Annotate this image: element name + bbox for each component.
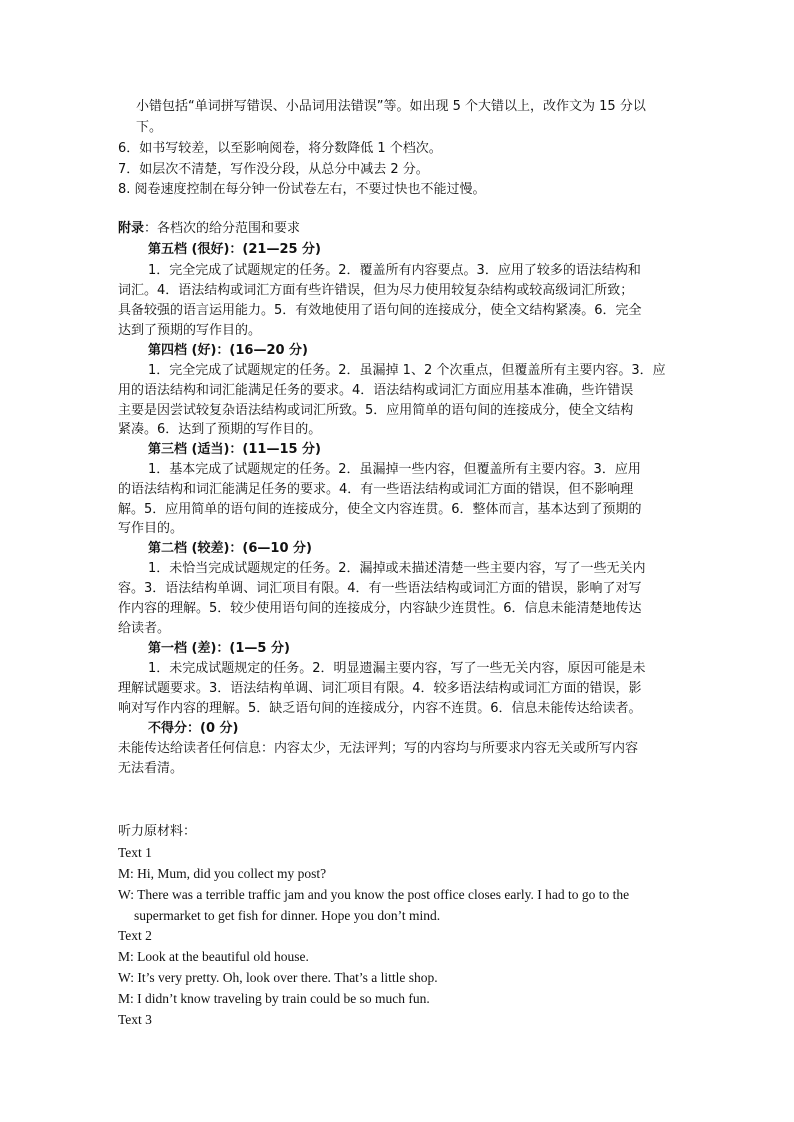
listening-line: M: I didn’t know traveling by train could be so much fun.	[118, 991, 430, 1006]
level-text-line: 1．完全完成了试题规定的任务。2．覆盖所有内容要点。3．应用了较多的语法结构和	[148, 263, 641, 278]
level-text-line: 解。5．应用简单的语句间的连接成分，使全文内容连贯。6．整体而言，基本达到了预期的	[118, 502, 642, 517]
level-heading: 第五档 (很好)：(21—25 分)	[148, 242, 321, 257]
listening-line: M: Look at the beautiful old house.	[118, 949, 309, 964]
level-text-line: 容。3．语法结构单调、词汇项目有限。4．有一些语法结构或词汇方面的错误，影响了对写	[118, 581, 642, 596]
level-text-line: 达到了预期的写作目的。	[118, 323, 262, 338]
level-text-line: 用的语法结构和词汇能满足任务的要求。4．语法结构或词汇方面应用基本准确，些许错误	[118, 383, 634, 398]
level-heading: 第四档 (好)：(16—20 分)	[148, 343, 308, 358]
rule-line: 7．如层次不清楚，写作没分段，从总分中减去 2 分。	[118, 162, 429, 177]
level-text-line: 紧凑。6．达到了预期的写作目的。	[118, 422, 322, 437]
level-heading: 不得分：(0 分)	[148, 721, 239, 736]
level-text-line: 无法看清。	[118, 761, 184, 776]
appendix-label: 附录	[118, 221, 145, 236]
level-text-line: 1．基本完成了试题规定的任务。2．虽漏掉一些内容，但覆盖所有主要内容。3．应用	[148, 462, 641, 477]
listening-title: 听力原材料：	[118, 824, 197, 839]
level-text-line: 的语法结构和词汇能满足任务的要求。4．有一些语法结构或词汇方面的错误，但不影响理	[118, 482, 634, 497]
level-text-line: 1．未完成试题规定的任务。2．明显遗漏主要内容，写了一些无关内容，原因可能是未	[148, 661, 646, 676]
listening-line: W: There was a terrible traffic jam and you know the post office closes early. I had to go to the	[118, 887, 630, 902]
level-text-line: 作内容的理解。5．较少使用语句间的连接成分，内容缺少连贯性。6．信息未能清楚地传达	[118, 601, 642, 616]
level-text-line: 具备较强的语言运用能力。5．有效地使用了语句间的连接成分，使全文结构紧凑。6．完全	[118, 303, 642, 318]
level-heading: 第一档 (差)：(1—5 分)	[148, 641, 290, 656]
listening-line: supermarket to get fish for dinner. Hope you don’t mind.	[134, 908, 441, 923]
rule-line: 小错包括“单词拼写错误、小品词用法错误”等。如出现 5 个大错以上，改作文为 15 分以	[136, 99, 646, 114]
appendix-heading	[118, 220, 300, 238]
listening-line: M: Hi, Mum, did you collect my post?	[118, 866, 327, 881]
level-text-line: 理解试题要求。3．语法结构单调、词汇项目有限。4．较多语法结构或词汇方面的错误，影	[118, 681, 642, 696]
listening-line: Text 1	[118, 845, 152, 860]
level-text-line: 1．完全完成了试题规定的任务。2．虽漏掉 1、2 个次重点，但覆盖所有主要内容。3．应	[148, 363, 666, 378]
level-text-line: 给读者。	[118, 621, 171, 636]
level-heading: 第二档 (较差)：(6—10 分)	[148, 541, 312, 556]
listening-line: Text 2	[118, 928, 152, 943]
listening-line: Text 3	[118, 1012, 152, 1027]
level-text-line: 写作目的。	[118, 521, 184, 536]
level-heading: 第三档 (适当)：(11—15 分)	[148, 442, 321, 457]
level-text-line: 1．未恰当完成试题规定的任务。2．漏掉或未描述清楚一些主要内容，写了一些无关内	[148, 561, 646, 576]
appendix-title: ：各档次的给分范围和要求	[144, 221, 301, 236]
level-text-line: 未能传达给读者任何信息：内容太少，无法评判；写的内容均与所要求内容无关或所写内容	[118, 741, 639, 756]
level-text-line: 主要是因尝试较复杂语法结构或词汇所致。5．应用简单的语句间的连接成分，使全文结构	[118, 403, 634, 418]
rule-line: 6．如书写较差，以至影响阅卷，将分数降低 1 个档次。	[118, 141, 442, 156]
listening-line: W: It’s very pretty. Oh, look over there. That’s a little shop.	[118, 970, 438, 985]
level-text-line: 词汇。4．语法结构或词汇方面有些许错误，但为尽力使用较复杂结构或较高级词汇所致；	[118, 283, 634, 298]
rule-line: 下。	[136, 120, 163, 135]
level-text-line: 响对写作内容的理解。5．缺乏语句间的连接成分，内容不连贯。6．信息未能传达给读者。	[118, 701, 642, 716]
rule-line: 8. 阅卷速度控制在每分钟一份试卷左右，不要过快也不能过慢。	[118, 182, 486, 197]
